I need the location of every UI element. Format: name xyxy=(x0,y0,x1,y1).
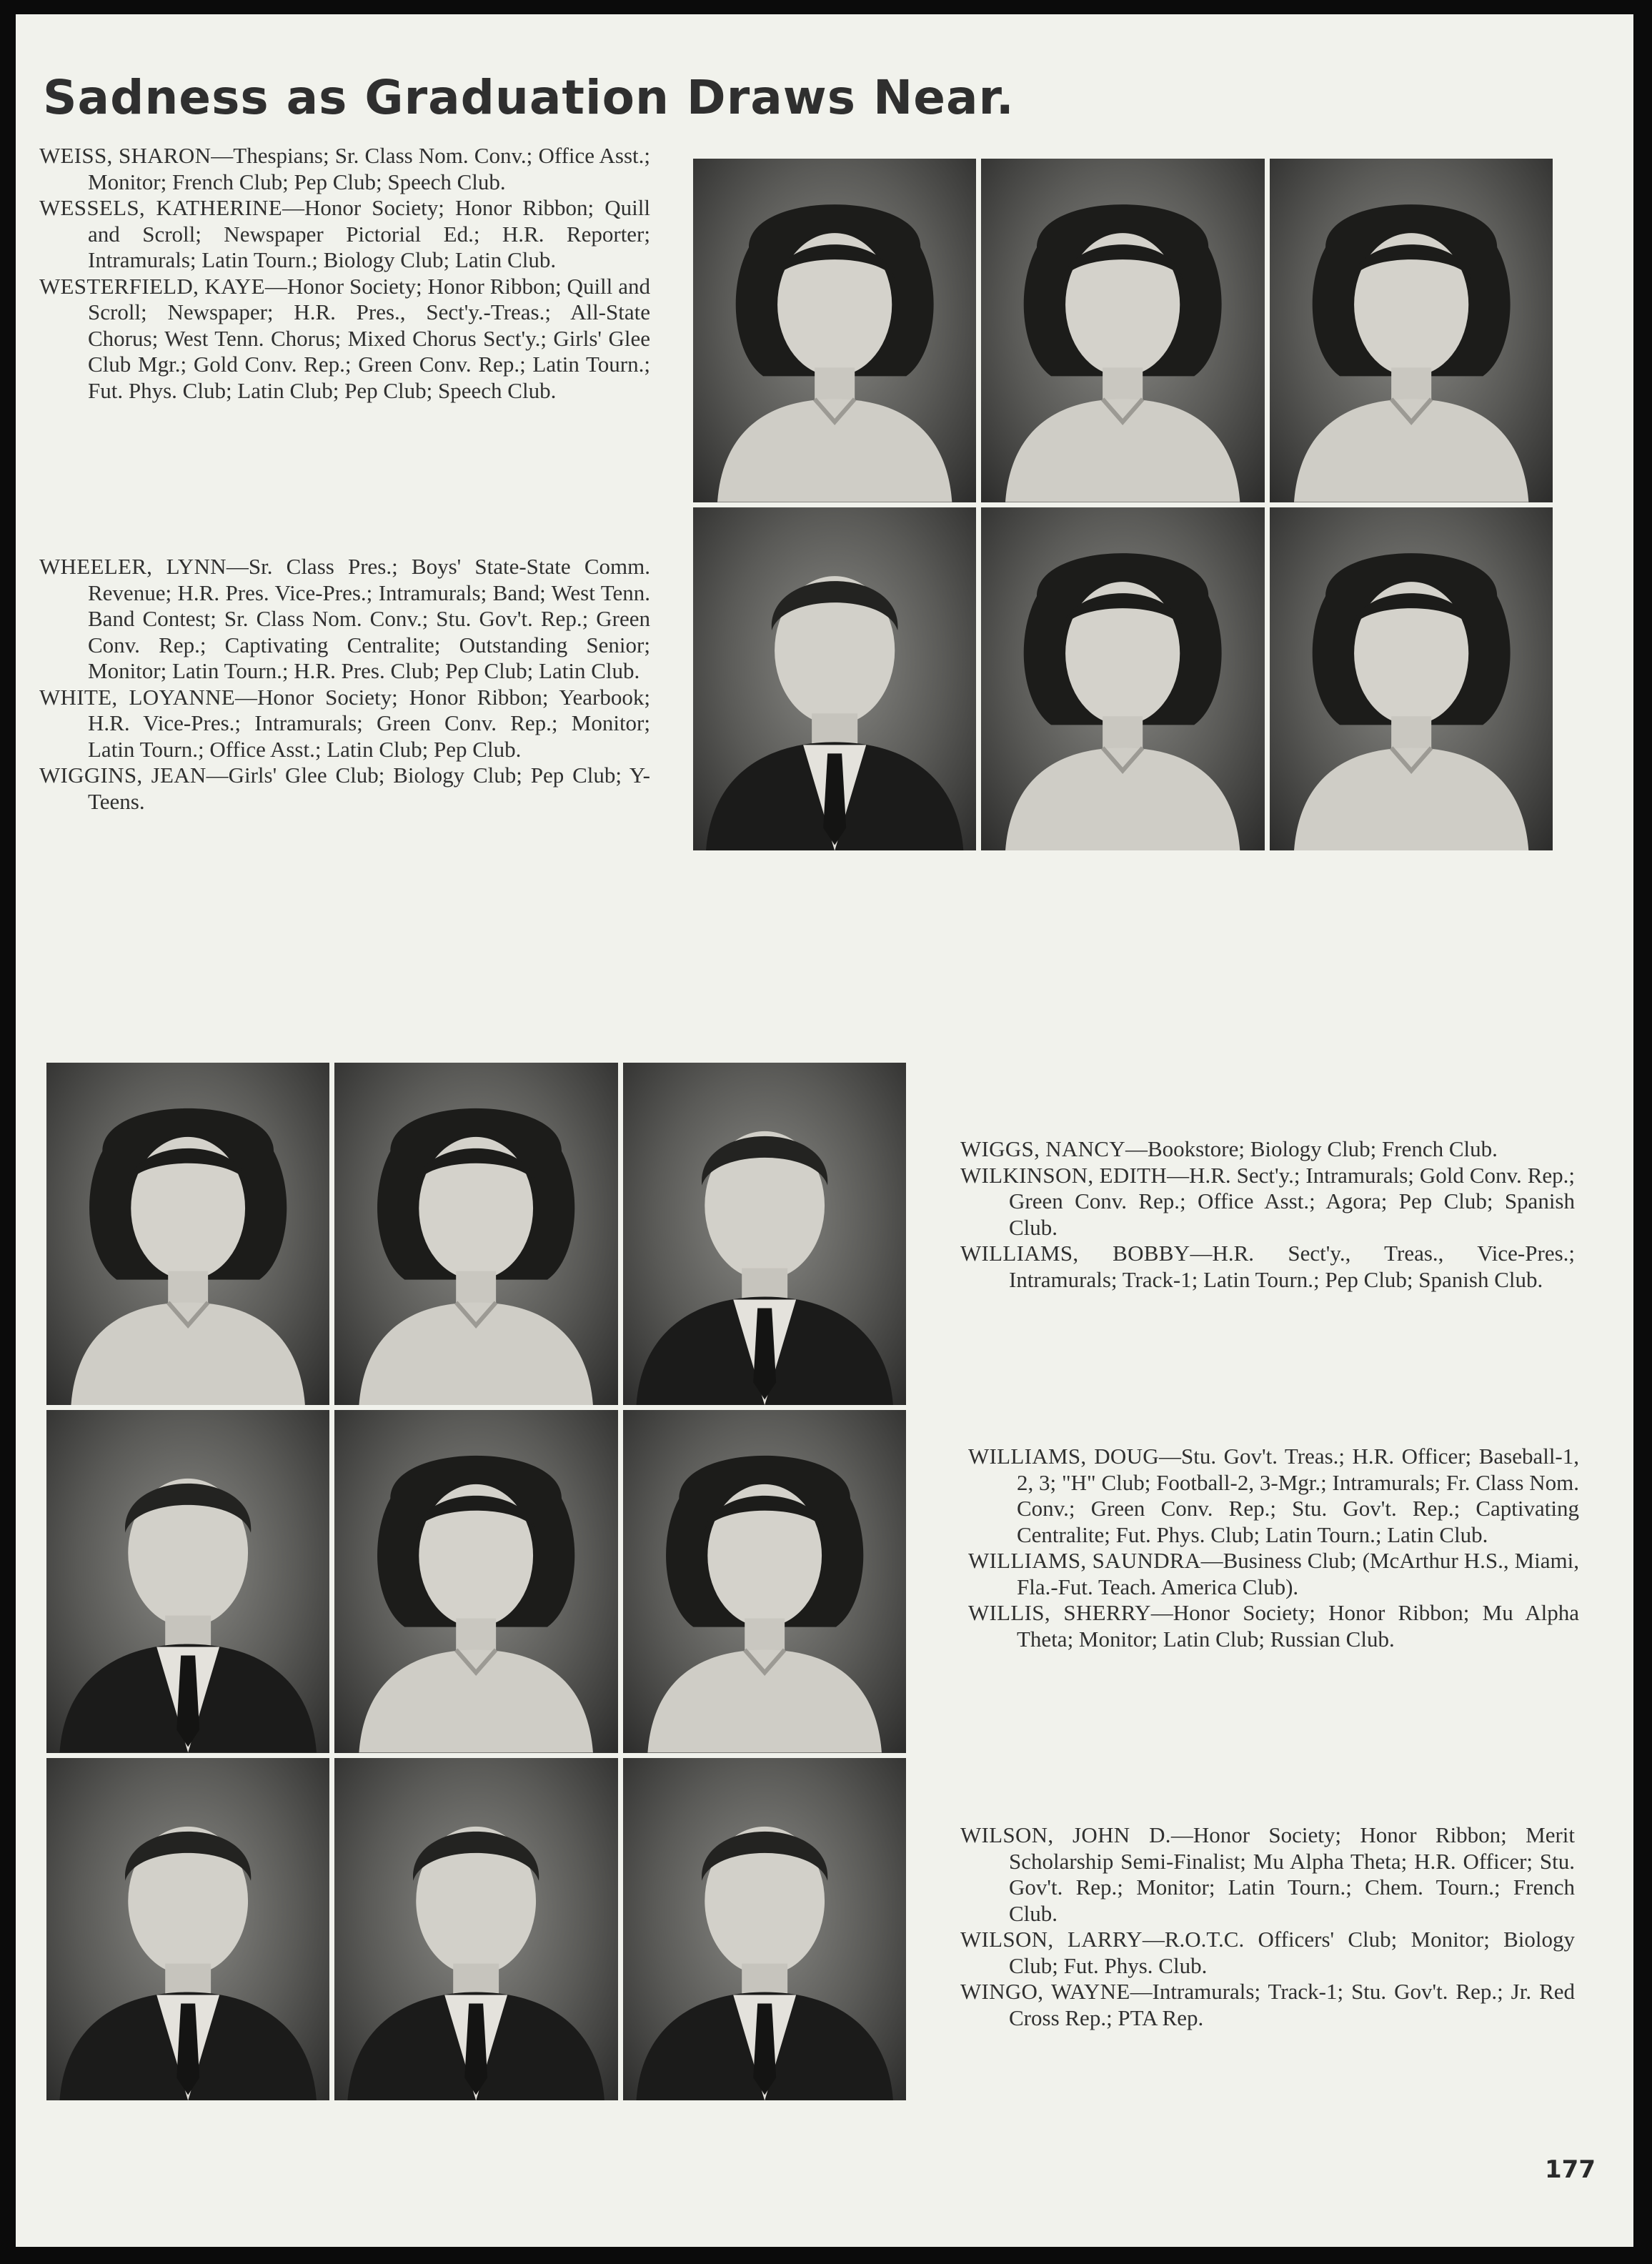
student-bio: WHITE, LOYANNE—Honor Society; Honor Ribbon; Yearbook; H.R. Vice-Pres.; Intramurals; Green Conv. Rep.; Monitor; Latin Tourn.; Office Asst.; Latin Club; Pep Club. xyxy=(39,684,650,762)
student-name: WILLIS, SHERRY xyxy=(968,1600,1151,1625)
student-name: WESSELS, KATHERINE xyxy=(39,195,282,220)
student-portrait xyxy=(623,1758,906,2100)
student-activities: R.O.T.C. Officers' Club; Monitor; Biology Club; Fut. Phys. Club. xyxy=(1009,1927,1576,1978)
student-name: WIGGS, NANCY xyxy=(960,1136,1125,1161)
student-name: WILSON, LARRY xyxy=(960,1927,1143,1952)
student-bio: WILLIAMS, DOUG—Stu. Gov't. Treas.; H.R. Officer; Baseball-1, 2, 3; "H" Club; Football-2, 3-Mgr.; Intramurals; Fr. Class Nom. Conv.; Green Conv. Rep.; Stu. Gov't. Rep.; Captivating Centralite; Fut. Phys. Club; Latin Tourn.; Latin Club. xyxy=(968,1444,1580,1547)
student-portrait xyxy=(623,1063,906,1405)
bio-group-4 xyxy=(968,1444,1579,1652)
student-portrait xyxy=(623,1410,906,1752)
student-portrait xyxy=(981,159,1264,502)
student-name: WILKINSON, EDITH xyxy=(960,1162,1168,1188)
bio-group-5 xyxy=(960,1822,1575,2031)
student-portrait xyxy=(693,159,976,502)
photo-grid-bottom xyxy=(46,1063,906,2100)
student-name: WEISS, SHARON xyxy=(39,143,212,168)
student-portrait xyxy=(693,507,976,851)
page-title: Sadness as Graduation Draws Near. xyxy=(43,70,1015,125)
student-bio: WINGO, WAYNE—Intramurals; Track-1; Stu. Gov't. Rep.; Jr. Red Cross Rep.; PTA Rep. xyxy=(960,1979,1576,2030)
student-bio: WHEELER, LYNN—Sr. Class Pres.; Boys' State-State Comm. Revenue; H.R. Pres. Vice-Pres.; Intramurals; Band; West Tenn. Band Contest; Sr. Class Nom. Conv.; Stu. Gov't. Rep.; Green Conv. Rep.; Captivating Centralite; Outstanding Senior; Monitor; Latin Tourn.; H.R. Pres. Club; Pep Club; Latin Club. xyxy=(39,554,650,683)
student-bio: WESTERFIELD, KAYE—Honor Society; Honor Ribbon; Quill and Scroll; Newspaper; H.R. Pres., Sect'y.-Treas.; All-State Chorus; West Tenn. Chorus; Mixed Chorus Sect'y.; Girls' Glee Club Mgr.; Gold Conv. Rep.; Green Conv. Rep.; Latin Tourn.; Fut. Phys. Club; Latin Club; Pep Club; Speech Club. xyxy=(39,273,650,403)
student-activities: Honor Society; Honor Ribbon; Quill and Scroll; Newspaper; H.R. Pres., Sect'y.-Treas.; All-State Chorus; West Tenn. Chorus; Mixed Chorus Sect'y.; Girls' Glee Club Mgr.; Gold Conv. Rep.; Green Conv. Rep.; Latin Tourn.; Fut. Phys. Club; Latin Club; Pep Club; Speech Club. xyxy=(88,273,650,403)
student-activities: Sr. Class Pres.; Boys' State-State Comm. Revenue; H.R. Pres. Vice-Pres.; Intramurals; Band; West Tenn. Band Contest; Sr. Class Nom. Conv.; Stu. Gov't. Rep.; Green Conv. Rep.; Captivating Centralite; Outstanding Senior; Monitor; Latin Tourn.; H.R. Pres. Club; Pep Club; Latin Club. xyxy=(88,554,650,683)
student-portrait xyxy=(334,1063,617,1405)
student-activities: Business Club; (McArthur H.S., Miami, Fla.-Fut. Teach. America Club). xyxy=(1017,1548,1579,1599)
student-portrait xyxy=(334,1758,617,2100)
student-name: WHEELER, LYNN xyxy=(39,554,227,579)
student-activities: Bookstore; Biology Club; French Club. xyxy=(1147,1136,1498,1161)
student-activities: Honor Society; Honor Ribbon; Yearbook; H.R. Vice-Pres.; Intramurals; Green Conv. Rep.; Monitor; Latin Tourn.; Office Asst.; Latin Club; Pep Club. xyxy=(88,684,650,762)
student-activities: Intramurals; Track-1; Stu. Gov't. Rep.; Jr. Red Cross Rep.; PTA Rep. xyxy=(1009,1979,1576,2030)
student-portrait xyxy=(46,1758,329,2100)
student-name: WILSON, JOHN D. xyxy=(960,1822,1171,1847)
student-portrait xyxy=(46,1063,329,1405)
student-name: WILLIAMS, SAUNDRA xyxy=(968,1548,1201,1573)
bio-group-3 xyxy=(960,1136,1575,1293)
student-name: WHITE, LOYANNE xyxy=(39,684,236,710)
student-activities: Thespians; Sr. Class Nom. Conv.; Office Asst.; Monitor; French Club; Pep Club; Speech Club. xyxy=(88,143,650,194)
yearbook-page xyxy=(16,14,1633,2247)
student-activities: H.R. Sect'y., Treas., Vice-Pres.; Intramurals; Track-1; Latin Tourn.; Pep Club; Spanish Club. xyxy=(1009,1241,1576,1292)
student-bio: WESSELS, KATHERINE—Honor Society; Honor Ribbon; Quill and Scroll; Newspaper Pictorial Ed.; H.R. Reporter; Intramurals; Latin Tourn.; Biology Club; Latin Club. xyxy=(39,195,650,272)
student-activities: Honor Society; Honor Ribbon; Mu Alpha Theta; Monitor; Latin Club; Russian Club. xyxy=(1017,1600,1579,1652)
student-portrait xyxy=(981,507,1264,851)
student-name: WILLIAMS, BOBBY xyxy=(960,1241,1190,1266)
photo-grid-top xyxy=(693,159,1553,850)
student-bio: WILLIS, SHERRY—Honor Society; Honor Ribbon; Mu Alpha Theta; Monitor; Latin Club; Russian Club. xyxy=(968,1600,1579,1652)
student-portrait xyxy=(334,1410,617,1752)
bio-group-2 xyxy=(39,554,650,815)
student-name: WIGGINS, JEAN xyxy=(39,763,206,788)
student-bio: WIGGS, NANCY—Bookstore; Biology Club; French Club. xyxy=(960,1136,1498,1161)
bio-group-1 xyxy=(39,143,650,404)
student-bio: WILLIAMS, SAUNDRA—Business Club; (McArthur H.S., Miami, Fla.-Fut. Teach. America Club). xyxy=(968,1548,1579,1599)
student-portrait xyxy=(1270,159,1553,502)
student-bio: WILSON, JOHN D.—Honor Society; Honor Ribbon; Merit Scholarship Semi-Finalist; Mu Alpha Theta; H.R. Officer; Stu. Gov't. Rep.; Monitor; Latin Tourn.; Chem. Tourn.; French Club. xyxy=(960,1822,1576,1926)
student-name: WINGO, WAYNE xyxy=(960,1979,1130,2004)
student-activities: H.R. Sect'y.; Intramurals; Gold Conv. Rep.; Green Conv. Rep.; Office Asst.; Agora; Pep Club; Spanish Club. xyxy=(1009,1162,1575,1240)
student-name: WILLIAMS, DOUG xyxy=(968,1444,1159,1469)
student-portrait xyxy=(1270,507,1553,851)
student-bio: WEISS, SHARON—Thespians; Sr. Class Nom. Conv.; Office Asst.; Monitor; French Club; Pep Club; Speech Club. xyxy=(39,143,650,194)
page-number: 177 xyxy=(1545,2155,1596,2184)
student-activities: Girls' Glee Club; Biology Club; Pep Club; Y-Teens. xyxy=(88,763,651,814)
student-bio: WILLIAMS, BOBBY—H.R. Sect'y., Treas., Vice-Pres.; Intramurals; Track-1; Latin Tourn.; Pep Club; Spanish Club. xyxy=(960,1241,1576,1292)
student-activities: Honor Society; Honor Ribbon; Quill and Scroll; Newspaper Pictorial Ed.; H.R. Reporter; Intramurals; Latin Tourn.; Biology Club; Latin Club. xyxy=(88,195,650,272)
student-activities: Stu. Gov't. Treas.; H.R. Officer; Baseball-1, 2, 3; "H" Club; Football-2, 3-Mgr.; Intramurals; Fr. Class Nom. Conv.; Green Conv. Rep.; Stu. Gov't. Rep.; Captivating Centralite; Fut. Phys. Club; Latin Tourn.; Latin Club. xyxy=(1017,1444,1580,1547)
student-bio: WIGGINS, JEAN—Girls' Glee Club; Biology Club; Pep Club; Y-Teens. xyxy=(39,763,651,814)
student-activities: Honor Society; Honor Ribbon; Merit Scholarship Semi-Finalist; Mu Alpha Theta; H.R. Officer; Stu. Gov't. Rep.; Monitor; Latin Tourn.; Chem. Tourn.; French Club. xyxy=(1009,1822,1576,1926)
student-name: WESTERFIELD, KAYE xyxy=(39,273,265,299)
student-bio: WILKINSON, EDITH—H.R. Sect'y.; Intramurals; Gold Conv. Rep.; Green Conv. Rep.; Office Asst.; Agora; Pep Club; Spanish Club. xyxy=(960,1162,1575,1240)
student-portrait xyxy=(46,1410,329,1752)
student-bio: WILSON, LARRY—R.O.T.C. Officers' Club; Monitor; Biology Club; Fut. Phys. Club. xyxy=(960,1927,1576,1978)
